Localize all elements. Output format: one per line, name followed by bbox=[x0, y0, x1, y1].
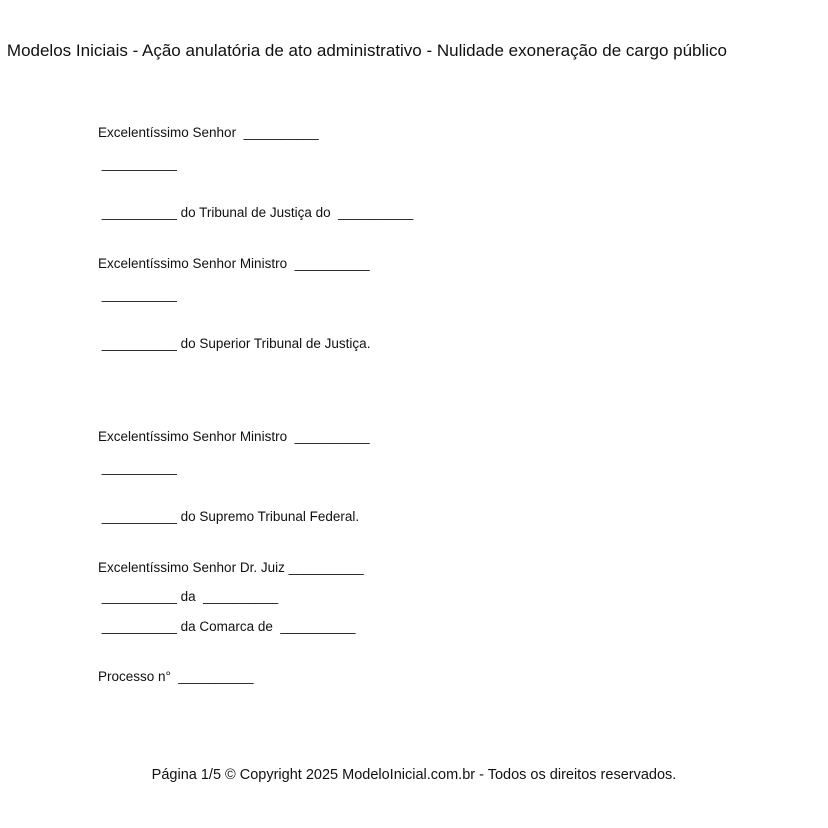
page-footer: Página 1/5 © Copyright 2025 ModeloInicial.com.br - Todos os direitos reservados. bbox=[151, 767, 677, 783]
process-number-line: Processo n° __________ bbox=[98, 669, 254, 684]
addressee-line: __________ da Comarca de __________ bbox=[98, 619, 356, 634]
addressee-line: Excelentíssimo Senhor Ministro __________ bbox=[98, 429, 370, 444]
addressee-line: __________ bbox=[98, 460, 177, 475]
addressee-line: __________ do Superior Tribunal de Justiça. bbox=[98, 336, 371, 351]
addressee-line: __________ do Tribunal de Justiça do __________ bbox=[98, 205, 414, 220]
addressee-line: __________ bbox=[98, 287, 177, 302]
addressee-line: __________ bbox=[98, 156, 177, 171]
addressee-line: Excelentíssimo Senhor Dr. Juiz __________ bbox=[98, 560, 364, 575]
document-title: Modelos Iniciais - Ação anulatória de ato administrativo - Nulidade exoneração de cargo público bbox=[6, 41, 727, 60]
addressee-line: Excelentíssimo Senhor Ministro __________ bbox=[98, 256, 370, 271]
addressee-line: Excelentíssimo Senhor __________ bbox=[98, 125, 319, 140]
addressee-line: __________ do Supremo Tribunal Federal. bbox=[98, 509, 360, 524]
addressee-line: __________ da __________ bbox=[98, 589, 279, 604]
page-header bbox=[6, 40, 793, 64]
